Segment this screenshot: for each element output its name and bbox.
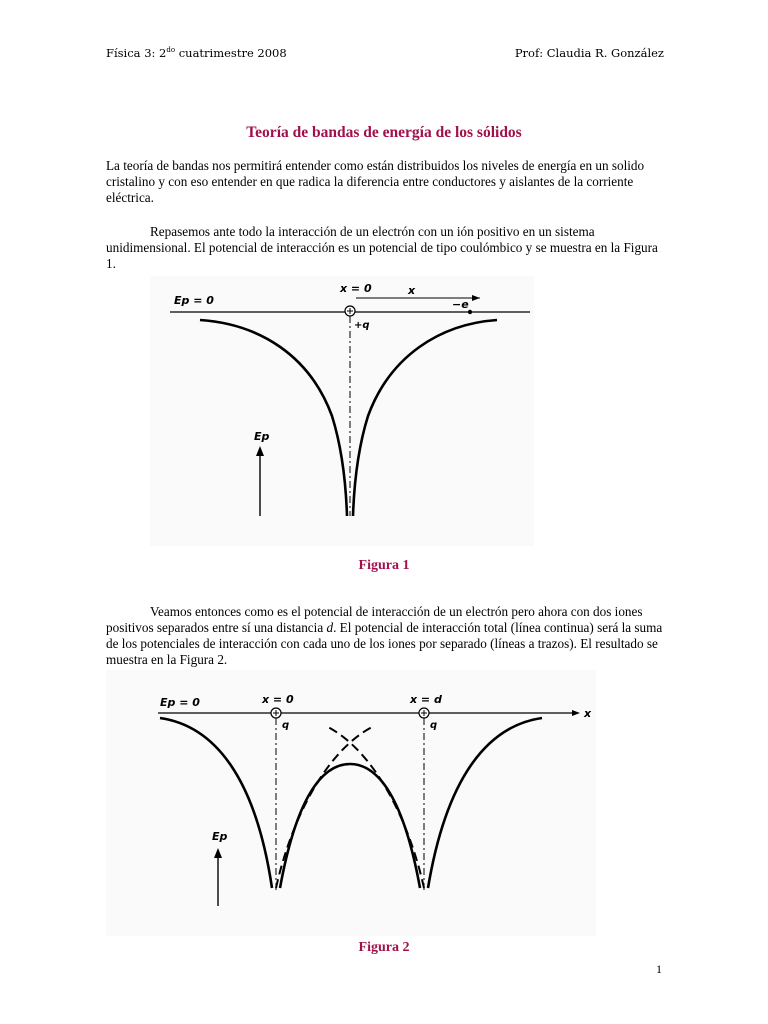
page-number: 1	[656, 962, 662, 976]
header-course: Física 3: $2^{do}$ cuatrimestre 2008	[106, 46, 287, 60]
label-ep: Ep	[254, 430, 270, 443]
figure-1-caption: Figura 1	[358, 558, 410, 573]
paragraph-single-ion: Repasemos ante todo la interacción de un electrón con un ión positivo en un sistema unidimensional. El potencial de interacción es un potencial de tipo coulómbico y se muestra en la Figura 1.	[106, 224, 658, 271]
paragraph-two-ions: Veamos entonces como es el potencial de interacción de un electrón pero ahora con dos iones positivos separados entre sí una distancia d. El potencial de interacción total (línea continua) será la suma de los potenciales de interacción con cada uno de los iones por separado (líneas a trazos). El resultado se muestra en la Figura 2.	[106, 604, 663, 667]
label-ep-zero: Ep = 0	[174, 294, 214, 307]
label-x-d: x = d	[410, 693, 442, 706]
label-x: x	[408, 284, 416, 297]
paragraph-intro: La teoría de bandas nos permitirá entender como están distribuidos los niveles de energía en un solido cristalino y con eso entender en que radica la diferencia entre conductores y aislantes de la corriente eléctrica.	[106, 158, 645, 205]
label-q-1: q	[282, 720, 290, 731]
header-professor: Prof: Claudia R. González	[514, 46, 664, 60]
label-x-zero: x = 0	[340, 282, 372, 295]
label-ep-zero: Ep = 0	[160, 696, 200, 709]
figure-2-diagram	[106, 670, 596, 936]
page-title: Teoría de bandas de energía de los sólidos	[246, 124, 522, 141]
label-plus-q: +q	[354, 320, 370, 331]
figure-2-caption: Figura 2	[358, 940, 410, 955]
figure-1-diagram	[150, 276, 534, 546]
label-x-zero: x = 0	[262, 693, 294, 706]
label-x-axis: x	[584, 707, 592, 720]
label-q-2: q	[430, 720, 438, 731]
label-minus-e: −e	[452, 298, 469, 311]
label-ep: Ep	[212, 830, 228, 843]
